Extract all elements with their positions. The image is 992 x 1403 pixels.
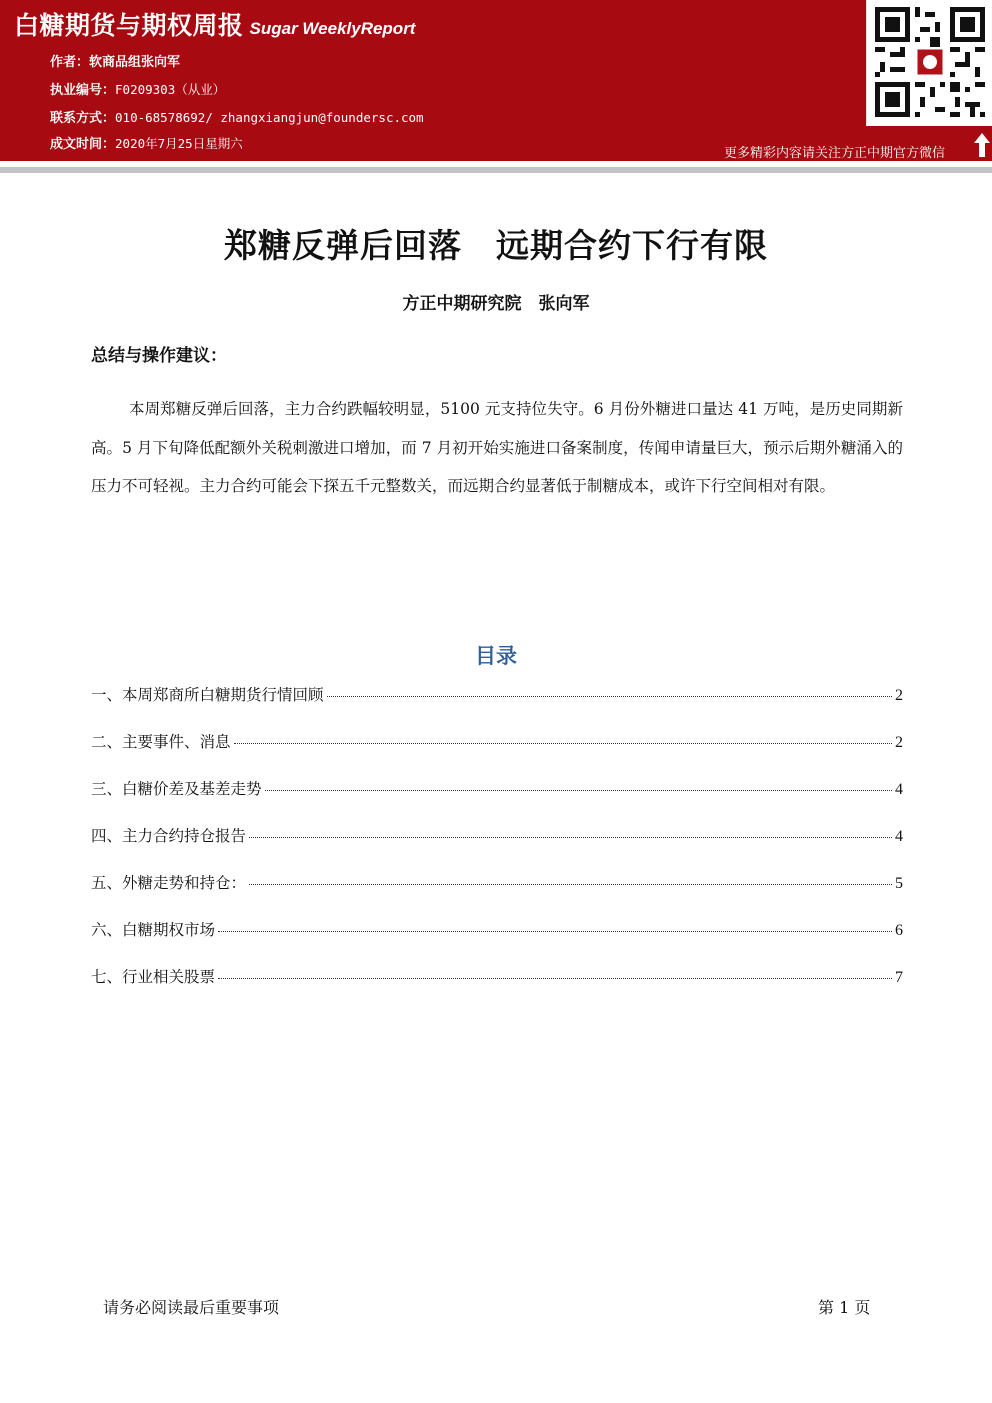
- footer-page-number: 第 1 页: [818, 1298, 871, 1317]
- toc-leader-dots: [265, 790, 892, 791]
- header-divider: [0, 167, 992, 173]
- toc-leader-dots: [249, 837, 892, 838]
- toc-item-page: 7: [895, 969, 903, 986]
- toc-item-page: 5: [895, 875, 903, 892]
- toc-item-page: 6: [895, 922, 903, 939]
- footer-notice: 请务必阅读最后重要事项: [103, 1298, 280, 1317]
- toc-item-title: 五、外糖走势和持仓：: [91, 874, 247, 892]
- document-author: 方正中期研究院 张向军: [402, 294, 590, 314]
- toc-item[interactable]: [91, 871, 903, 918]
- meta-license: 执业编号：F0209303（从业）: [50, 82, 226, 98]
- toc-leader-dots: [249, 884, 892, 885]
- table-of-contents: [91, 683, 903, 1012]
- toc-item[interactable]: [91, 777, 903, 824]
- toc-item[interactable]: [91, 730, 903, 777]
- meta-contact: 联系方式：010-68578692/ zhangxiangjun@foundersc.com: [50, 110, 424, 126]
- qr-code-icon: [875, 6, 985, 118]
- toc-item-title: 二、主要事件、消息: [91, 733, 231, 751]
- toc-item-title: 四、主力合约持仓报告: [91, 827, 247, 845]
- toc-item[interactable]: [91, 965, 903, 1012]
- toc-item-title: 三、白糖价差及基差走势: [91, 780, 262, 798]
- document-title: 郑糖反弹后回落 远期合约下行有限: [224, 226, 768, 265]
- toc-item-title: 七、行业相关股票: [91, 968, 216, 986]
- wechat-follow-note: 更多精彩内容请关注方正中期官方微信: [724, 146, 946, 161]
- toc-item-page: 2: [895, 734, 903, 751]
- summary-paragraph: 本周郑糖反弹后回落，主力合约跌幅较明显，5100 元支持位失守。6 月份外糖进口量达 41 万吨，是历史同期新高。5 月下旬降低配额外关税刺激进口增加，而 7 月初开始实施进口备案制度，传闻申请量巨大，预示后期外糖涌入的压力不可轻视。主力合约可能会下探五千元整数关，而远期合约显著低于制糖成本，或许下行空间相对有限。: [91, 400, 903, 495]
- toc-item-title: 一、本周郑商所白糖期货行情回顾: [91, 686, 324, 704]
- toc-leader-dots: [218, 978, 892, 979]
- toc-heading: 目录: [475, 644, 517, 668]
- summary-heading: 总结与操作建议：: [91, 346, 227, 366]
- toc-leader-dots: [327, 696, 892, 697]
- toc-item-page: 4: [895, 781, 903, 798]
- toc-item-page: 2: [895, 687, 903, 704]
- wechat-qr-code: [866, 0, 992, 126]
- toc-leader-dots: [218, 931, 892, 932]
- report-title-cn: 白糖期货与期权周报: [14, 11, 244, 40]
- meta-date: 成文时间：2020年7月25日星期六: [50, 136, 243, 152]
- report-title-en: Sugar WeeklyReport: [249, 19, 416, 38]
- report-title: [14, 6, 415, 42]
- toc-item[interactable]: [91, 683, 903, 730]
- meta-author: 作者：软商品组张向军: [50, 55, 181, 70]
- toc-item-title: 六、白糖期权市场: [91, 921, 216, 939]
- toc-item[interactable]: [91, 824, 903, 871]
- up-arrow-icon: [973, 132, 991, 158]
- toc-item-page: 4: [895, 828, 903, 845]
- toc-item[interactable]: [91, 918, 903, 965]
- toc-leader-dots: [234, 743, 892, 744]
